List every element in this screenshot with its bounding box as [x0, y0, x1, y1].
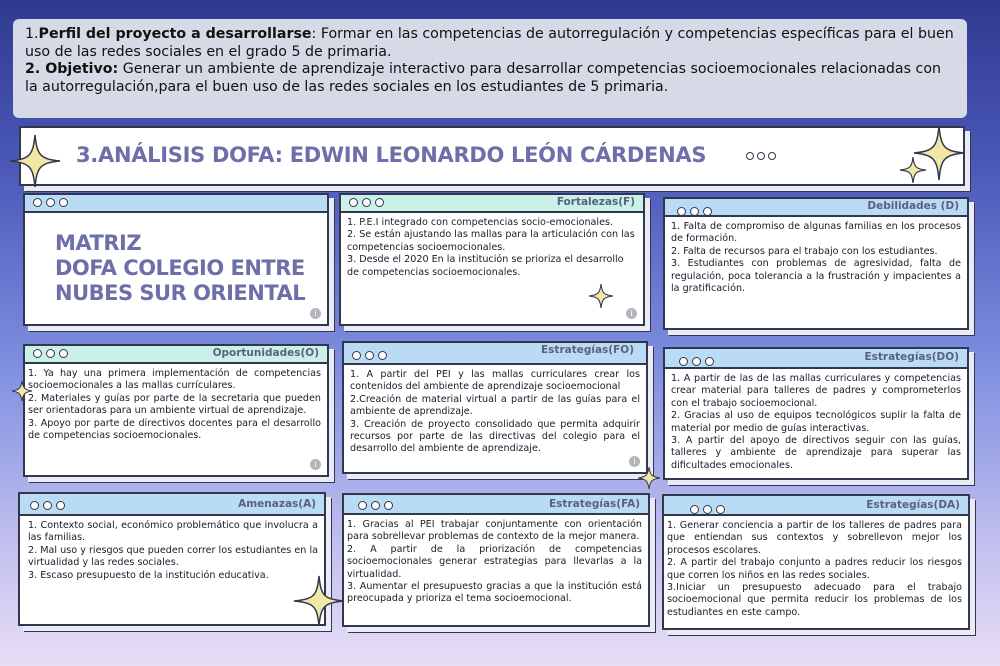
- objective-label: 2. Objetivo:: [25, 61, 119, 78]
- info-icon[interactable]: i: [310, 308, 321, 319]
- window-bar: [344, 495, 648, 515]
- profile-number: 1.: [25, 26, 39, 42]
- list-item: 1. A partir de las de las mallas curriculares y competencias crear material para talleres de padres y comprometerlos con el trabajo socioemocional.: [671, 373, 961, 409]
- window-dot-icon: [705, 357, 714, 366]
- objective-text: Generar un ambiente de aprendizaje interactivo para desarrollar competencias socioemocionales relacionadas con la autorregulación,para el buen uso de las redes sociales en los estudiantes de 5 primaria.: [25, 61, 942, 95]
- project-header: [13, 19, 967, 118]
- window-dot-icon: [46, 349, 55, 358]
- oportunidades-window: [23, 344, 329, 477]
- page-title: 3.ANÁLISIS DOFA: EDWIN LEONARDO LEÓN CÁRDENAS: [76, 143, 707, 167]
- list-item: 2.Creación de material virtual a partir de las guías para el ambiente de aprendizaje.: [350, 393, 640, 418]
- window-dot-icon: [716, 505, 725, 514]
- amenazas-list: [20, 516, 324, 586]
- window-controls: [349, 198, 384, 207]
- window-dot-icon: [703, 207, 712, 216]
- project-objective: [25, 61, 955, 96]
- info-icon[interactable]: i: [310, 459, 321, 470]
- list-item: 1. Contexto social, económico problemático que involucra a las familias.: [28, 520, 318, 544]
- estrategias-da-list: [664, 516, 968, 623]
- sparkle-icon: [637, 466, 661, 490]
- sparkle-icon: [8, 133, 62, 189]
- window-dot-icon: [703, 505, 712, 514]
- list-item: 3.Iniciar un presupuesto adecuado para el trabajo socioemocional que permita reducir los problemas de los estudiantes en este campo.: [667, 582, 962, 618]
- sparkle-icon: [899, 156, 927, 184]
- window-dot-icon: [33, 198, 42, 207]
- window-dot-icon: [384, 501, 393, 510]
- window-bar: [665, 199, 967, 217]
- window-dot-icon: [365, 351, 374, 360]
- fortalezas-list: [341, 213, 643, 283]
- window-bar: [25, 195, 327, 213]
- window-title: Oportunidades(O): [212, 347, 319, 359]
- window-controls: [33, 349, 68, 358]
- window-controls: [30, 501, 65, 510]
- list-item: 2. A partir de la priorización de competencias socioemocionales generar estrategias para llevarlas a la virtualidad.: [347, 543, 642, 580]
- list-item: 1. A partir del PEI y las mallas curriculares crear los contenidos del ambiente de aprendizaje socioemocional: [350, 369, 640, 393]
- project-profile: [25, 26, 955, 61]
- window-dot-icon: [352, 351, 361, 360]
- window-controls: [677, 207, 712, 216]
- window-controls: [690, 505, 725, 514]
- list-item: 1. P.E.I integrado con competencias socio-emocionales.: [347, 217, 614, 228]
- window-dot-icon: [679, 357, 688, 366]
- window-dot-icon: [59, 349, 68, 358]
- window-dot-icon: [746, 152, 754, 160]
- window-controls: [746, 152, 776, 160]
- window-dot-icon: [349, 198, 358, 207]
- window-dot-icon: [757, 152, 765, 160]
- window-dot-icon: [692, 357, 701, 366]
- profile-label: Perfil del proyecto a desarrollarse: [38, 26, 312, 42]
- window-dot-icon: [677, 207, 686, 216]
- window-dot-icon: [358, 501, 367, 510]
- window-dot-icon: [690, 207, 699, 216]
- window-dot-icon: [43, 501, 52, 510]
- window-title: Estrategías(FO): [541, 344, 634, 356]
- window-controls: [33, 198, 68, 207]
- window-bar: [665, 349, 967, 369]
- amenazas-window: [18, 492, 326, 626]
- window-title: Estrategías(DA): [866, 499, 960, 511]
- estrategias-da-window: [662, 494, 970, 630]
- info-icon[interactable]: i: [626, 308, 637, 319]
- matriz-line: MATRIZ: [55, 231, 142, 255]
- list-item: 3. Estudiantes con problemas de agresividad, falta de regulación, poca tolerancia a la frustración y impacientes a la gratificación.: [671, 258, 961, 295]
- list-item: 2. A partir del trabajo conjunto a padres reducir los riesgos que corren los niños en las redes sociales.: [667, 557, 962, 581]
- window-controls: [358, 501, 393, 510]
- window-title: Debilidades (D): [867, 200, 959, 212]
- estrategias-fa-window: [342, 493, 650, 627]
- window-controls: [679, 357, 714, 366]
- window-dot-icon: [56, 501, 65, 510]
- window-title: Amenazas(A): [238, 498, 316, 510]
- debilidades-list: [665, 217, 967, 299]
- matriz-line: NUBES SUR ORIENTAL: [55, 281, 306, 305]
- list-item: 3. Aumentar el presupuesto gracias a que la institución está preocupada y prioriza el tema socioemocional.: [347, 581, 642, 605]
- list-item: 2. Materiales y guías por parte de la secretaria que pueden ser orientadoras para un ambiente virtual de aprendizaje.: [28, 392, 321, 417]
- estrategias-fa-list: [344, 515, 648, 610]
- window-dot-icon: [362, 198, 371, 207]
- window-dot-icon: [375, 198, 384, 207]
- matriz-line: DOFA COLEGIO ENTRE: [55, 256, 305, 280]
- list-item: 1. Ya hay una primera implementación de competencias socioemocionales a las mallas currículares.: [28, 368, 321, 392]
- window-title: Fortalezas(F): [556, 196, 635, 208]
- list-item: 3. Creación de proyecto consolidado que permita adquirir recursos por parte de las directivas del colegio para el desarrollo del ambiente de aprendizaje.: [350, 418, 640, 455]
- window-controls: [352, 351, 387, 360]
- sparkle-icon: [588, 283, 614, 309]
- window-dot-icon: [59, 198, 68, 207]
- debilidades-window: [663, 197, 969, 330]
- title-window: [19, 126, 965, 186]
- estrategias-do-list: [665, 369, 967, 476]
- info-icon[interactable]: i: [629, 456, 640, 467]
- sparkle-icon: [11, 380, 33, 402]
- estrategias-fo-window: [342, 341, 648, 474]
- profile-text: : Formar en las competencias de autorregulación y competencias específicas para el buen uso de las redes sociales en el grado 5 de primaria.: [25, 26, 954, 60]
- oportunidades-list: [25, 364, 327, 446]
- window-dot-icon: [378, 351, 387, 360]
- window-title: Estrategías(FA): [549, 498, 640, 510]
- list-item: 1. Gracias al PEI trabajar conjuntamente con orientación para sobrellevar problemas de contexto de la mejor manera.: [347, 519, 642, 543]
- list-item: 2. Se están ajustando las mallas para la articulación con las competencias socioemocionales.: [347, 229, 635, 253]
- list-item: 2. Falta de recursos para el trabajo con los estudiantes.: [671, 245, 938, 257]
- matriz-window: [23, 193, 329, 326]
- window-bar: [20, 494, 324, 516]
- matriz-title: [55, 231, 305, 306]
- window-dot-icon: [46, 198, 55, 207]
- list-item: 1. Falta de compromiso de algunas familias en los procesos de formación.: [671, 221, 961, 245]
- list-item: 3. A partir del apoyo de directivos seguir con las guías, talleres y ambiente de aprendizaje para superar las dificultades emocionales.: [671, 435, 961, 471]
- estrategias-do-window: [663, 347, 969, 480]
- list-item: 3. Desde el 2020 En la institución se prioriza el desarrollo de competencias socioemocionales.: [347, 254, 624, 278]
- window-dot-icon: [33, 349, 42, 358]
- sparkle-icon: [292, 574, 346, 628]
- estrategias-fo-list: [344, 365, 646, 460]
- window-dot-icon: [371, 501, 380, 510]
- list-item: 3. Apoyo por parte de directivos docentes para el desarrollo de competencias socioemocionales.: [28, 417, 321, 442]
- window-bar: [25, 346, 327, 364]
- list-item: 3. Escaso presupuesto de la institución educativa.: [28, 569, 269, 581]
- window-bar: [664, 496, 968, 516]
- window-dot-icon: [30, 501, 39, 510]
- list-item: 1. Generar conciencia a partir de los talleres de padres para que entiendan sus contextos y sobrellevon mejor los procesos escolares.: [667, 520, 962, 556]
- window-dot-icon: [768, 152, 776, 160]
- window-dot-icon: [690, 505, 699, 514]
- list-item: 2. Mal uso y riesgos que pueden correr los estudiantes en la virtualidad y las redes sociales.: [28, 544, 318, 569]
- list-item: 2. Gracias al uso de equipos tecnológicos suplir la falta de material por medio de guías interactivas.: [671, 410, 961, 434]
- window-bar: [341, 195, 643, 213]
- window-bar: [344, 343, 646, 365]
- window-title: Estrategías(DO): [864, 351, 959, 363]
